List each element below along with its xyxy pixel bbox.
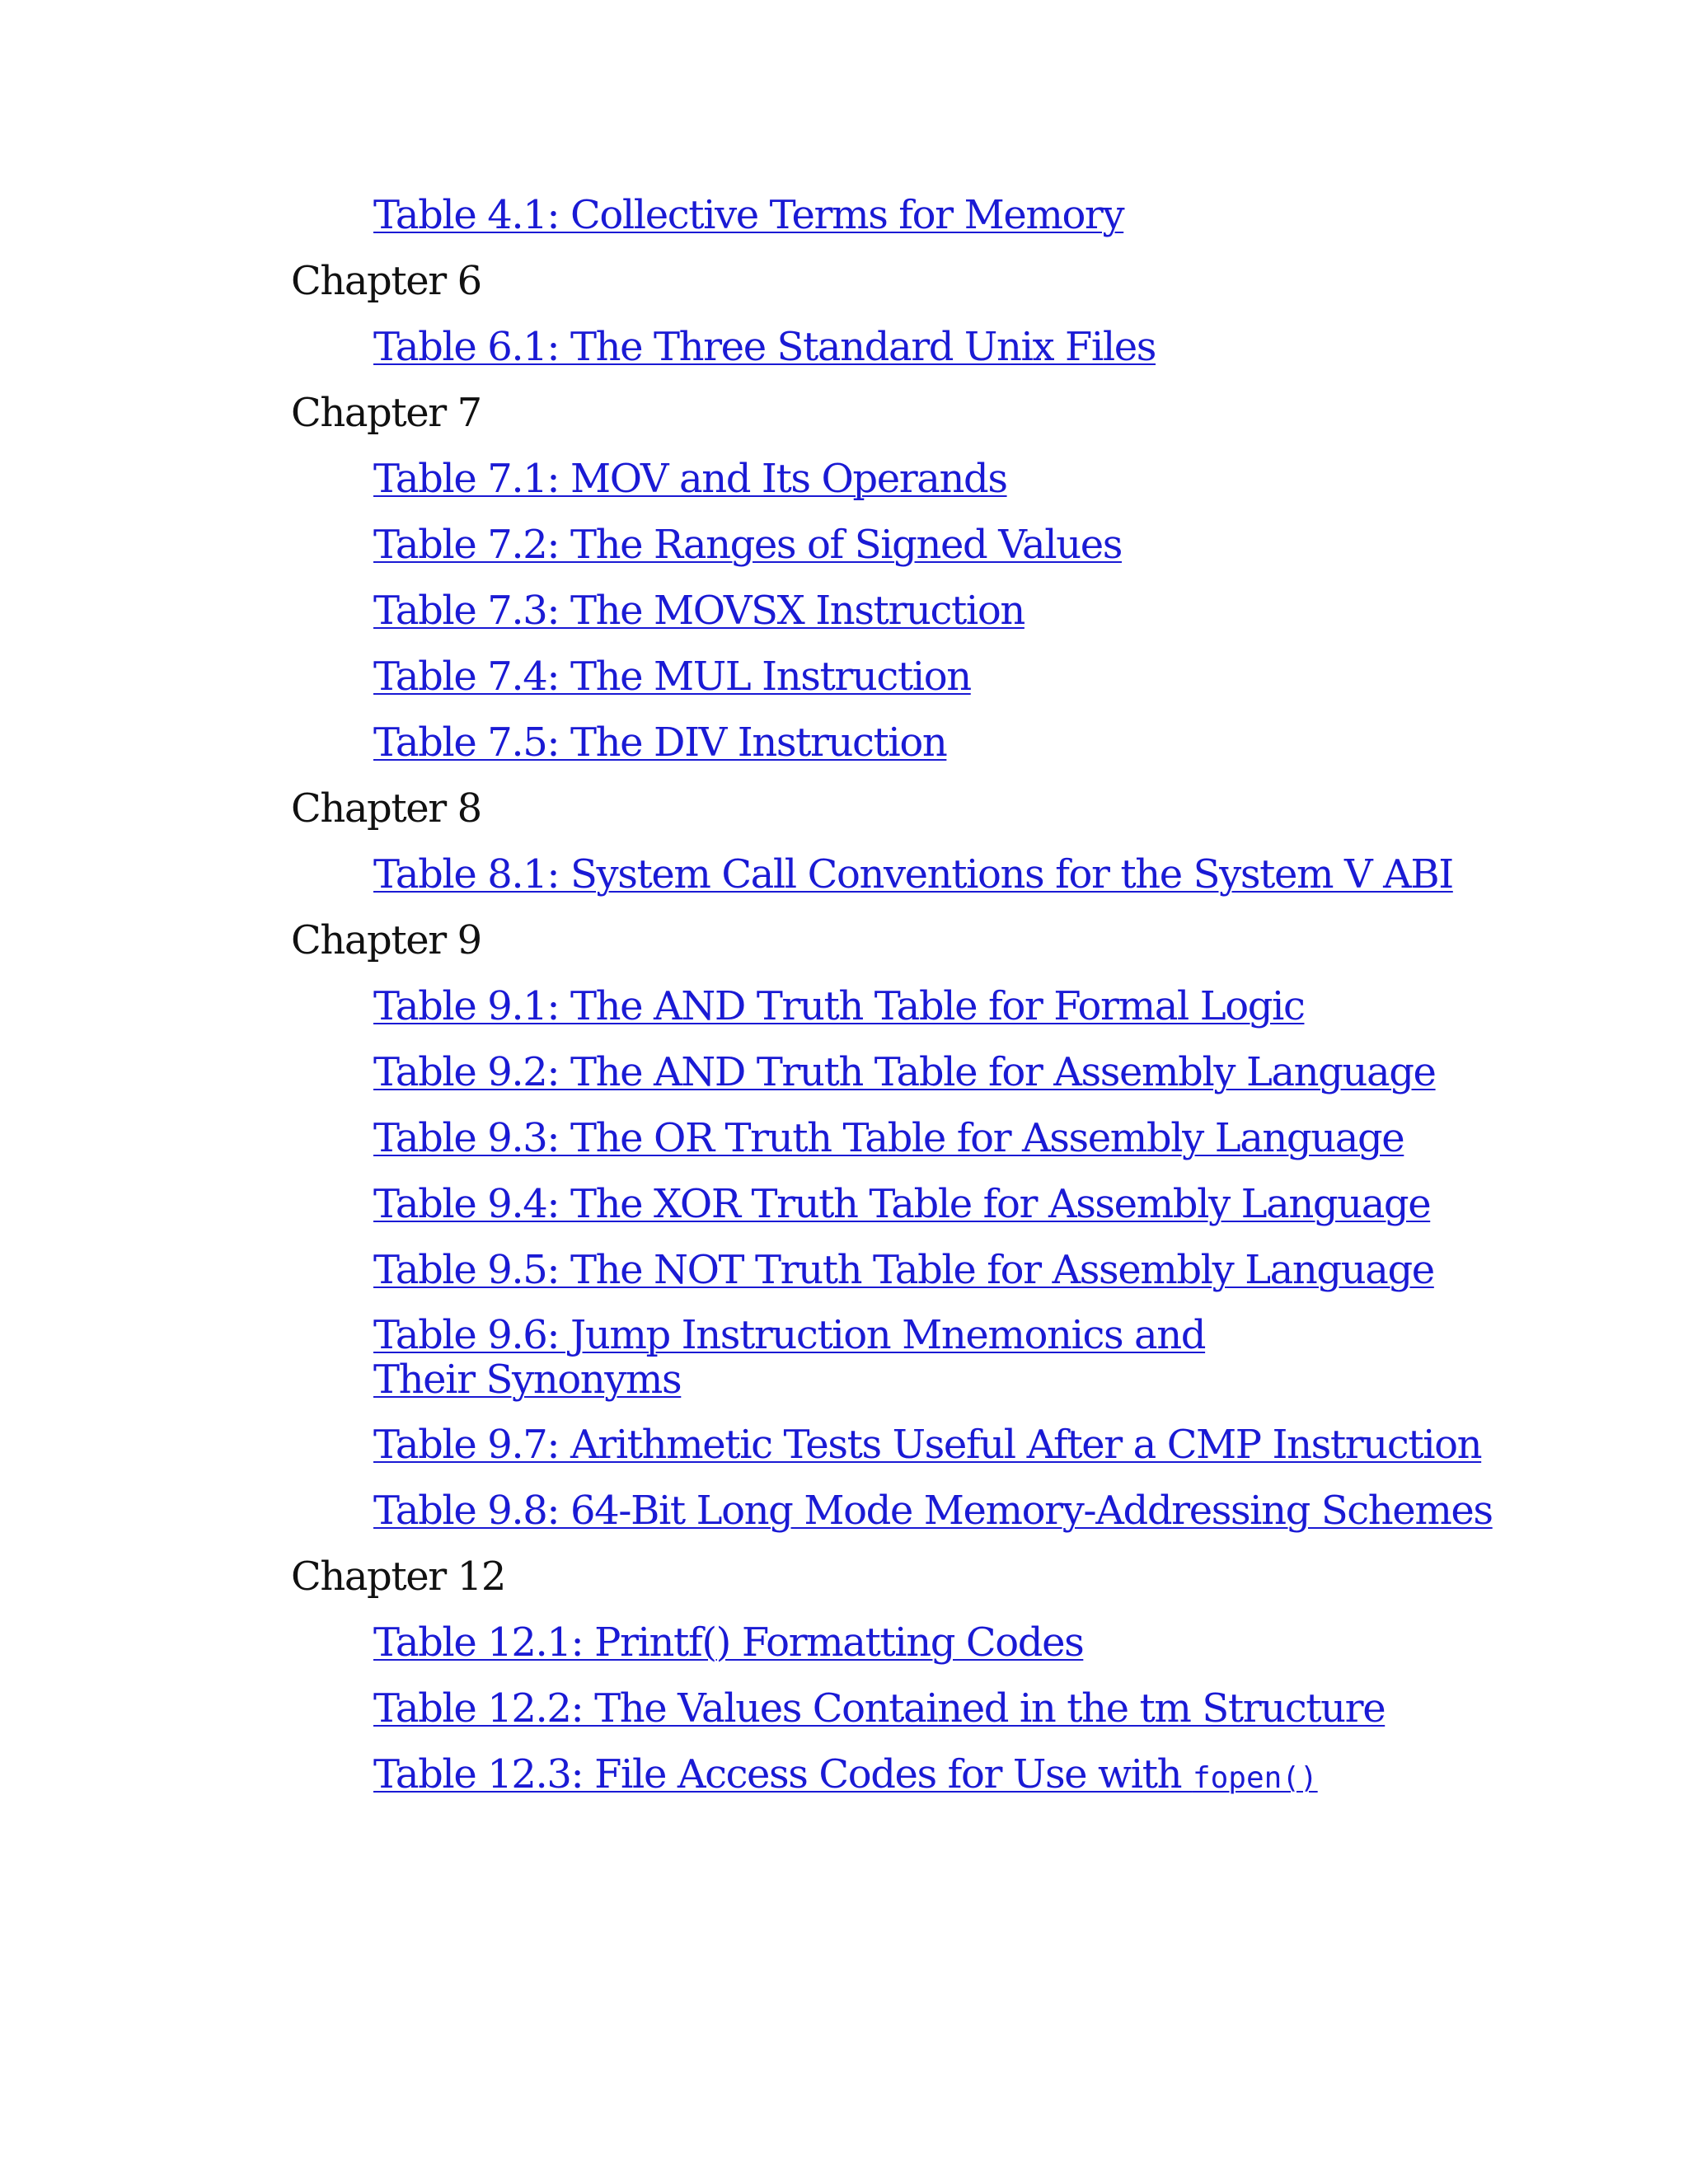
toc-entry <box>291 719 1461 766</box>
toc-entry <box>291 1751 1461 1797</box>
table-link-7-2[interactable]: Table 7.2: The Ranges of Signed Values <box>373 522 1122 568</box>
toc-entry <box>291 851 1461 898</box>
toc-entry <box>291 1422 1482 1468</box>
table-link-9-1[interactable]: Table 9.1: The AND Truth Table for Formal Logic <box>373 983 1305 1029</box>
table-of-tables-list <box>291 192 1493 1817</box>
chapter-heading-8: Chapter 8 <box>291 785 481 832</box>
toc-entry <box>291 1181 1461 1227</box>
chapter-heading-9: Chapter 9 <box>291 917 481 963</box>
table-link-8-1[interactable]: Table 8.1: System Call Conventions for the System V ABI <box>373 851 1453 898</box>
table-link-12-3-text: Table 12.3: File Access Codes for Use with <box>373 1751 1193 1797</box>
toc-entry <box>291 192 1461 238</box>
table-link-9-2[interactable]: Table 9.2: The AND Truth Table for Assembly Language <box>373 1049 1436 1095</box>
table-link-9-5[interactable]: Table 9.5: The NOT Truth Table for Assembly Language <box>373 1247 1434 1293</box>
toc-entry <box>291 1049 1461 1095</box>
fopen-code: fopen() <box>1192 1761 1318 1795</box>
toc-entry <box>291 1685 1461 1732</box>
table-link-9-6[interactable]: Table 9.6: Jump Instruction Mnemonics and Their Synonyms <box>373 1312 1206 1403</box>
table-link-7-1[interactable]: Table 7.1: MOV and Its Operands <box>373 456 1007 502</box>
table-link-9-4[interactable]: Table 9.4: The XOR Truth Table for Assembly Language <box>373 1181 1431 1227</box>
table-link-12-1[interactable]: Table 12.1: Printf() Formatting Codes <box>373 1619 1084 1666</box>
toc-entry <box>291 1247 1461 1293</box>
toc-entry <box>291 1313 1296 1402</box>
table-link-7-3[interactable]: Table 7.3: The MOVSX Instruction <box>373 588 1025 634</box>
toc-entry <box>291 1619 1461 1666</box>
table-link-9-3[interactable]: Table 9.3: The OR Truth Table for Assembly Language <box>373 1115 1404 1161</box>
table-link-4-1[interactable]: Table 4.1: Collective Terms for Memory <box>373 192 1124 238</box>
table-link-7-5[interactable]: Table 7.5: The DIV Instruction <box>373 719 947 766</box>
toc-entry <box>291 324 1461 370</box>
toc-entry <box>291 522 1461 568</box>
chapter-heading-12: Chapter 12 <box>291 1554 505 1600</box>
chapter-heading-6: Chapter 6 <box>291 258 481 304</box>
chapter-heading-7: Chapter 7 <box>291 390 481 436</box>
table-link-7-4[interactable]: Table 7.4: The MUL Instruction <box>373 654 971 700</box>
toc-entry <box>291 1115 1461 1161</box>
table-link-12-3[interactable] <box>373 1751 1318 1797</box>
table-link-6-1[interactable]: Table 6.1: The Three Standard Unix Files <box>373 324 1156 370</box>
toc-entry <box>291 588 1461 634</box>
table-link-9-7[interactable]: Table 9.7: Arithmetic Tests Useful After a CMP Instruction <box>373 1422 1482 1468</box>
toc-entry <box>291 654 1461 700</box>
toc-entry <box>291 1488 1493 1534</box>
toc-entry <box>291 456 1461 502</box>
table-link-9-8[interactable]: Table 9.8: 64-Bit Long Mode Memory-Addressing Schemes <box>373 1488 1493 1534</box>
table-link-12-2[interactable]: Table 12.2: The Values Contained in the tm Structure <box>373 1685 1386 1732</box>
toc-entry <box>291 983 1461 1029</box>
